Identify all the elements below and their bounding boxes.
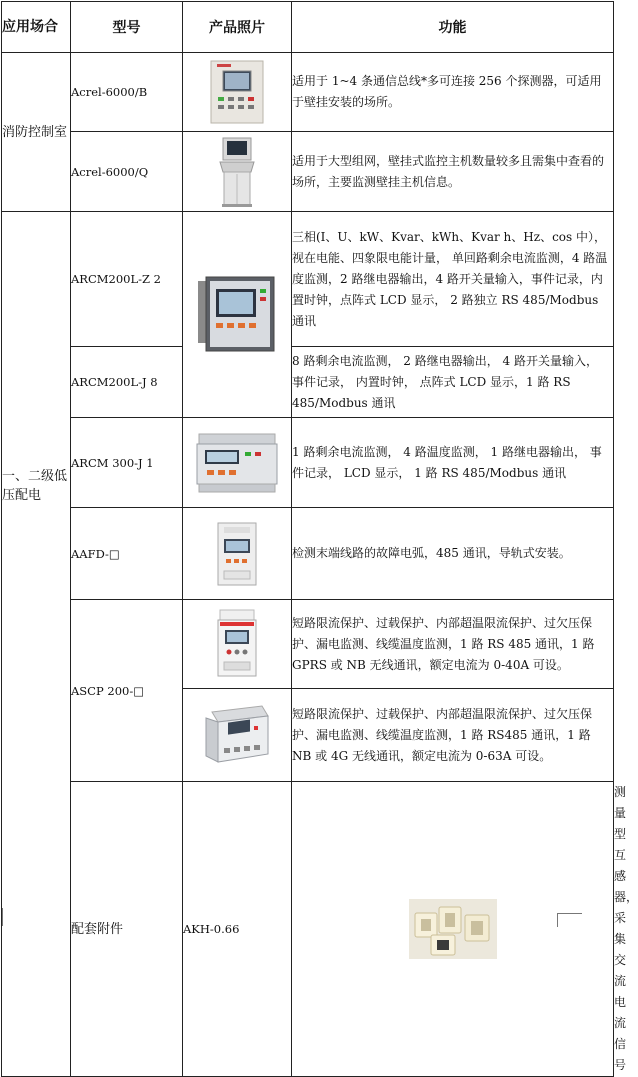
scene-low-voltage: 一、二级低压配电 <box>2 212 71 1077</box>
photo-cell <box>183 508 292 600</box>
model-cell: ARCM 300-J 1 <box>71 418 183 508</box>
wall-mounted-host-icon <box>209 59 265 125</box>
protector-module-icon <box>204 704 270 766</box>
header-photo: 产品照片 <box>183 2 292 53</box>
model-cell: Acrel-6000/Q <box>71 132 183 212</box>
table-row <box>2 212 614 347</box>
product-selection-table <box>1 1 638 1077</box>
din-rail-meter-icon <box>195 432 279 494</box>
function-cell: 短路限流保护、过载保护、内部超温限流保护、过欠压保护、漏电监测、线缆温度监测，1 路 RS485 通讯，1 路 NB 或 4G 无线通讯，额定电流为 0-63A 可设。 <box>292 689 614 782</box>
table-row: 配套附件 AKH-0.66 测量型互感器，采集交流电流信号 <box>2 782 614 1077</box>
page-corner-mark-left <box>2 908 3 926</box>
photo-cell <box>183 418 292 508</box>
scene-fire-control: 消防控制室 <box>2 53 71 212</box>
function-cell: 8 路剩余电流监测， 2 路继电器输出， 4 路开关量输入， 事件记录， 内置时钟， 点阵式 LCD 显示，1 路 RS 485/Modbus 通讯 <box>292 347 614 418</box>
console-host-icon <box>217 136 257 208</box>
table-row <box>2 132 614 212</box>
function-cell: 适用于 1~4 条通信总线*多可连接 256 个探测器，可适用于壁挂安装的场所。 <box>292 53 614 132</box>
arc-detector-icon <box>214 521 260 587</box>
function-cell: 适用于大型组网，壁挂式监控主机数量较多且需集中查看的场所，主要监测壁挂主机信息。 <box>292 132 614 212</box>
function-cell: 检测末端线路的故障电弧，485 通讯，导轨式安装。 <box>292 508 614 600</box>
table-row <box>2 347 614 418</box>
scene-accessories: 配套附件 <box>71 782 183 1077</box>
table-row <box>2 53 614 132</box>
function-cell: 1 路剩余电流监测， 4 路温度监测， 1 路继电器输出， 事件记录， LCD 显示， 1 路 RS 485/Modbus 通讯 <box>292 418 614 508</box>
function-cell: 短路限流保护、过载保护、内部超温限流保护、过欠压保护、漏电监测、线缆温度监测，1 路 RS 485 通讯，1 路 GPRS 或 NB 无线通讯，额定电流为 0-40A 可设。 <box>292 600 614 689</box>
model-cell: ARCM200L-J 8 <box>71 347 183 418</box>
table-row <box>2 600 614 689</box>
photo-cell <box>183 689 292 782</box>
model-cell: Acrel-6000/B <box>71 53 183 132</box>
photo-cell <box>292 782 614 1077</box>
panel-meter-icon <box>196 275 278 355</box>
photo-cell <box>183 600 292 689</box>
model-cell: ASCP 200-□ <box>71 600 183 782</box>
header-function: 功能 <box>292 2 614 53</box>
photo-cell <box>183 212 292 418</box>
current-transformer-icon <box>409 899 497 959</box>
table-row <box>2 418 614 508</box>
photo-cell <box>183 53 292 132</box>
function-cell: 三相(I、U、kW、Kvar、kWh、Kvar h、Hz、cos 中），视在电能、四象限电能计量， 单回路剩余电流监测，4 路温度监测，2 路继电器输出，4 路开关量输入，事件记录，内置时钟，点阵式 LCD 显示， 2 路独立 RS 485/Modbus 通讯 <box>292 212 614 347</box>
model-cell: AAFD-□ <box>71 508 183 600</box>
header-model: 型号 <box>71 2 183 53</box>
model-cell: ARCM200L-Z 2 <box>71 212 183 347</box>
header-row <box>2 2 614 53</box>
breaker-protector-icon <box>214 608 260 680</box>
header-scene: 应用场合 <box>2 2 71 53</box>
model-cell: AKH-0.66 <box>183 782 292 1077</box>
photo-cell <box>183 132 292 212</box>
table-row <box>2 508 614 600</box>
page-corner-mark-right <box>557 913 582 927</box>
